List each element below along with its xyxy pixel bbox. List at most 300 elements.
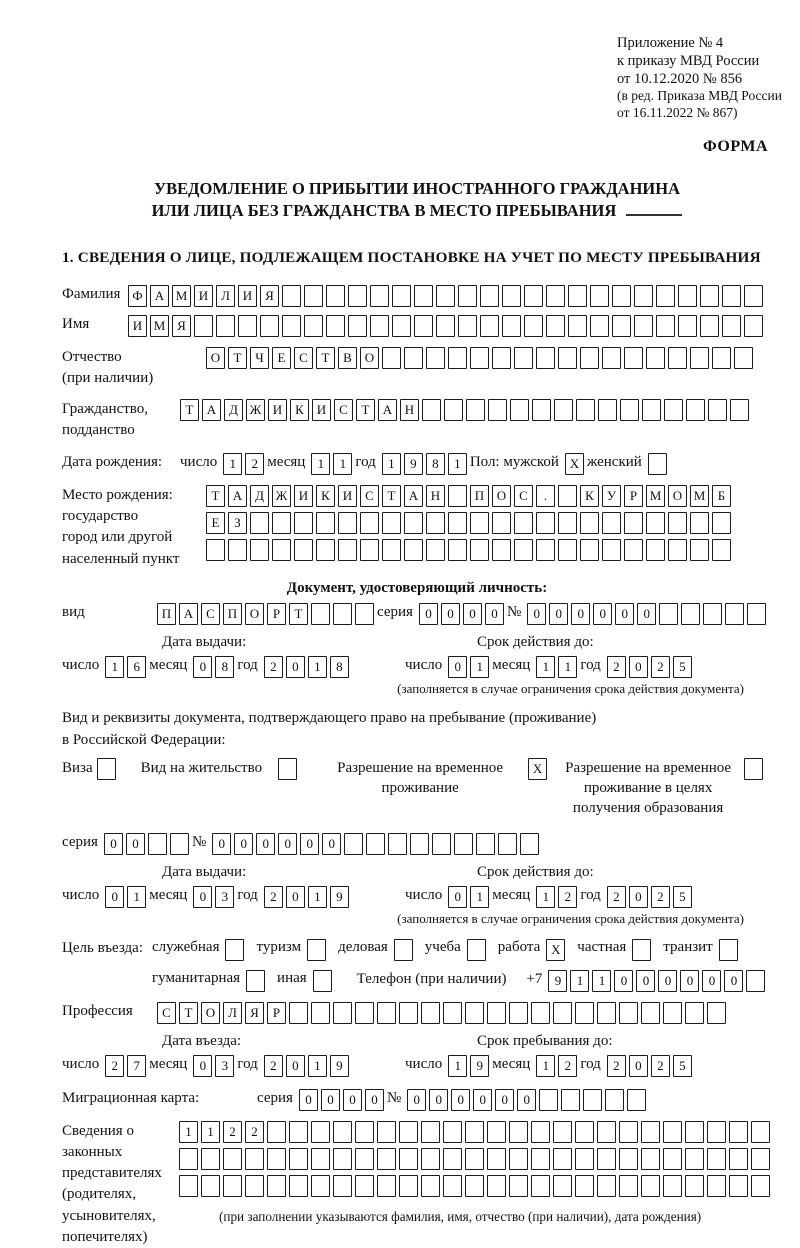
char-cell[interactable] — [454, 833, 473, 855]
char-cell[interactable] — [590, 285, 609, 307]
char-cell[interactable]: 1 — [448, 453, 467, 475]
char-cell[interactable] — [194, 315, 213, 337]
char-cell[interactable] — [554, 399, 573, 421]
char-cell[interactable] — [421, 1175, 440, 1197]
char-cell[interactable] — [722, 315, 741, 337]
char-cell[interactable]: 0 — [629, 1055, 648, 1077]
char-cell[interactable]: А — [150, 285, 169, 307]
char-cell[interactable] — [382, 512, 401, 534]
char-cell[interactable]: 1 — [223, 453, 242, 475]
char-cell[interactable] — [326, 285, 345, 307]
char-cell[interactable] — [509, 1148, 528, 1170]
char-cell[interactable] — [360, 512, 379, 534]
char-cell[interactable] — [355, 1148, 374, 1170]
char-cell[interactable] — [399, 1148, 418, 1170]
title-blank-underline[interactable] — [626, 201, 682, 216]
char-cell[interactable] — [480, 285, 499, 307]
char-cell[interactable]: Ф — [128, 285, 147, 307]
char-cell[interactable]: 2 — [651, 1055, 670, 1077]
char-cell[interactable]: К — [316, 485, 335, 507]
char-cell[interactable] — [492, 539, 511, 561]
char-cell[interactable] — [238, 315, 257, 337]
char-cell[interactable]: А — [202, 399, 221, 421]
char-cell[interactable]: Л — [216, 285, 235, 307]
char-cell[interactable]: 2 — [245, 453, 264, 475]
char-cell[interactable]: 1 — [470, 886, 489, 908]
char-cell[interactable]: 8 — [426, 453, 445, 475]
char-cell[interactable]: 2 — [245, 1121, 264, 1143]
char-cell[interactable]: С — [157, 1002, 176, 1024]
char-cell[interactable] — [624, 512, 643, 534]
char-cell[interactable]: 1 — [558, 656, 577, 678]
char-cell[interactable]: 0 — [321, 1089, 340, 1111]
char-cell[interactable] — [487, 1002, 506, 1024]
char-cell[interactable] — [392, 315, 411, 337]
char-cell[interactable]: 2 — [607, 656, 626, 678]
char-cell[interactable] — [663, 1148, 682, 1170]
char-cell[interactable]: 0 — [105, 886, 124, 908]
sex-male-checkbox[interactable]: X — [565, 453, 584, 475]
char-cell[interactable] — [708, 399, 727, 421]
char-cell[interactable]: 9 — [330, 1055, 349, 1077]
char-cell[interactable]: 0 — [448, 886, 467, 908]
char-cell[interactable]: 3 — [215, 886, 234, 908]
char-cell[interactable]: 0 — [286, 1055, 305, 1077]
char-cell[interactable]: Т — [206, 485, 225, 507]
char-cell[interactable]: 0 — [615, 603, 634, 625]
char-cell[interactable]: 2 — [607, 1055, 626, 1077]
char-cell[interactable] — [426, 347, 445, 369]
char-cell[interactable]: Н — [426, 485, 445, 507]
char-cell[interactable]: Д — [224, 399, 243, 421]
char-cell[interactable]: 0 — [212, 833, 231, 855]
char-cell[interactable]: 5 — [673, 886, 692, 908]
char-cell[interactable] — [524, 285, 543, 307]
char-cell[interactable]: В — [338, 347, 357, 369]
char-cell[interactable] — [338, 512, 357, 534]
char-cell[interactable] — [289, 1121, 308, 1143]
char-cell[interactable]: 0 — [193, 656, 212, 678]
char-cell[interactable]: Т — [356, 399, 375, 421]
char-cell[interactable]: 2 — [651, 656, 670, 678]
char-cell[interactable] — [382, 347, 401, 369]
char-cell[interactable]: 0 — [448, 656, 467, 678]
char-cell[interactable] — [722, 285, 741, 307]
char-cell[interactable] — [576, 399, 595, 421]
char-cell[interactable]: Т — [228, 347, 247, 369]
char-cell[interactable] — [422, 399, 441, 421]
char-cell[interactable] — [619, 1002, 638, 1024]
char-cell[interactable] — [223, 1148, 242, 1170]
char-cell[interactable]: П — [223, 603, 242, 625]
char-cell[interactable]: М — [150, 315, 169, 337]
char-cell[interactable] — [421, 1148, 440, 1170]
char-cell[interactable]: С — [360, 485, 379, 507]
char-cell[interactable]: 1 — [536, 886, 555, 908]
char-cell[interactable]: О — [206, 347, 225, 369]
char-cell[interactable] — [712, 512, 731, 534]
sex-female-checkbox[interactable] — [648, 453, 667, 475]
char-cell[interactable] — [355, 1121, 374, 1143]
char-cell[interactable] — [712, 347, 731, 369]
char-cell[interactable] — [355, 1175, 374, 1197]
char-cell[interactable] — [751, 1121, 770, 1143]
char-cell[interactable]: 2 — [264, 1055, 283, 1077]
char-cell[interactable]: 1 — [308, 1055, 327, 1077]
char-cell[interactable] — [333, 1002, 352, 1024]
char-cell[interactable]: Я — [172, 315, 191, 337]
char-cell[interactable] — [707, 1175, 726, 1197]
char-cell[interactable]: 1 — [311, 453, 330, 475]
char-cell[interactable]: 0 — [463, 603, 482, 625]
purpose-work-checkbox[interactable]: X — [546, 939, 565, 961]
char-cell[interactable] — [250, 512, 269, 534]
char-cell[interactable]: М — [690, 485, 709, 507]
char-cell[interactable]: Л — [223, 1002, 242, 1024]
char-cell[interactable] — [148, 833, 167, 855]
char-cell[interactable] — [228, 539, 247, 561]
residence-permit-checkbox[interactable] — [278, 758, 297, 780]
char-cell[interactable]: 2 — [264, 886, 283, 908]
char-cell[interactable] — [488, 399, 507, 421]
char-cell[interactable] — [597, 1175, 616, 1197]
char-cell[interactable]: 9 — [404, 453, 423, 475]
char-cell[interactable] — [531, 1148, 550, 1170]
char-cell[interactable] — [377, 1121, 396, 1143]
char-cell[interactable] — [656, 315, 675, 337]
char-cell[interactable] — [729, 1121, 748, 1143]
char-cell[interactable] — [509, 1121, 528, 1143]
char-cell[interactable] — [612, 315, 631, 337]
char-cell[interactable] — [641, 1148, 660, 1170]
purpose-study-checkbox[interactable] — [467, 939, 486, 961]
char-cell[interactable] — [366, 833, 385, 855]
char-cell[interactable] — [747, 603, 766, 625]
char-cell[interactable]: И — [294, 485, 313, 507]
char-cell[interactable]: 0 — [614, 970, 633, 992]
char-cell[interactable] — [333, 1121, 352, 1143]
char-cell[interactable] — [201, 1175, 220, 1197]
char-cell[interactable]: 0 — [343, 1089, 362, 1111]
char-cell[interactable] — [470, 539, 489, 561]
char-cell[interactable] — [619, 1121, 638, 1143]
char-cell[interactable]: 0 — [286, 886, 305, 908]
char-cell[interactable] — [619, 1175, 638, 1197]
char-cell[interactable]: 9 — [470, 1055, 489, 1077]
char-cell[interactable] — [668, 347, 687, 369]
char-cell[interactable]: 0 — [286, 656, 305, 678]
char-cell[interactable] — [641, 1175, 660, 1197]
char-cell[interactable] — [466, 399, 485, 421]
char-cell[interactable] — [558, 539, 577, 561]
char-cell[interactable] — [294, 539, 313, 561]
char-cell[interactable] — [355, 1002, 374, 1024]
purpose-humanitarian-checkbox[interactable] — [246, 970, 265, 992]
char-cell[interactable] — [546, 315, 565, 337]
char-cell[interactable] — [223, 1175, 242, 1197]
char-cell[interactable] — [170, 833, 189, 855]
char-cell[interactable]: Р — [267, 1002, 286, 1024]
char-cell[interactable] — [597, 1148, 616, 1170]
char-cell[interactable] — [668, 539, 687, 561]
char-cell[interactable] — [751, 1175, 770, 1197]
char-cell[interactable] — [746, 970, 765, 992]
char-cell[interactable]: . — [536, 485, 555, 507]
char-cell[interactable] — [597, 1002, 616, 1024]
char-cell[interactable]: Р — [267, 603, 286, 625]
char-cell[interactable]: 0 — [571, 603, 590, 625]
char-cell[interactable] — [502, 285, 521, 307]
char-cell[interactable] — [282, 285, 301, 307]
char-cell[interactable] — [553, 1121, 572, 1143]
char-cell[interactable] — [458, 285, 477, 307]
char-cell[interactable] — [663, 1002, 682, 1024]
char-cell[interactable] — [509, 1002, 528, 1024]
char-cell[interactable]: 1 — [105, 656, 124, 678]
char-cell[interactable]: 0 — [549, 603, 568, 625]
char-cell[interactable] — [326, 315, 345, 337]
char-cell[interactable]: 0 — [300, 833, 319, 855]
char-cell[interactable] — [734, 347, 753, 369]
char-cell[interactable]: С — [334, 399, 353, 421]
char-cell[interactable]: 9 — [548, 970, 567, 992]
char-cell[interactable]: 1 — [308, 886, 327, 908]
char-cell[interactable] — [524, 315, 543, 337]
char-cell[interactable] — [465, 1002, 484, 1024]
char-cell[interactable] — [624, 347, 643, 369]
visa-checkbox[interactable] — [97, 758, 116, 780]
char-cell[interactable] — [250, 539, 269, 561]
char-cell[interactable] — [681, 603, 700, 625]
char-cell[interactable] — [465, 1121, 484, 1143]
char-cell[interactable] — [377, 1148, 396, 1170]
char-cell[interactable] — [531, 1121, 550, 1143]
char-cell[interactable] — [685, 1121, 704, 1143]
char-cell[interactable]: Ж — [246, 399, 265, 421]
char-cell[interactable]: К — [580, 485, 599, 507]
char-cell[interactable] — [641, 1002, 660, 1024]
char-cell[interactable] — [690, 539, 709, 561]
char-cell[interactable]: А — [404, 485, 423, 507]
char-cell[interactable] — [539, 1089, 558, 1111]
char-cell[interactable] — [267, 1148, 286, 1170]
char-cell[interactable] — [487, 1175, 506, 1197]
char-cell[interactable]: П — [157, 603, 176, 625]
char-cell[interactable] — [729, 1148, 748, 1170]
char-cell[interactable] — [744, 315, 763, 337]
char-cell[interactable] — [575, 1002, 594, 1024]
char-cell[interactable]: 0 — [527, 603, 546, 625]
purpose-private-checkbox[interactable] — [632, 939, 651, 961]
char-cell[interactable]: Т — [179, 1002, 198, 1024]
char-cell[interactable] — [536, 347, 555, 369]
char-cell[interactable] — [348, 315, 367, 337]
char-cell[interactable] — [561, 1089, 580, 1111]
char-cell[interactable] — [311, 1148, 330, 1170]
char-cell[interactable]: 5 — [673, 656, 692, 678]
char-cell[interactable]: О — [492, 485, 511, 507]
purpose-tourism-checkbox[interactable] — [307, 939, 326, 961]
char-cell[interactable]: У — [602, 485, 621, 507]
char-cell[interactable] — [598, 399, 617, 421]
char-cell[interactable]: 1 — [570, 970, 589, 992]
char-cell[interactable] — [744, 285, 763, 307]
purpose-transit-checkbox[interactable] — [719, 939, 738, 961]
char-cell[interactable]: Д — [250, 485, 269, 507]
char-cell[interactable] — [725, 603, 744, 625]
char-cell[interactable] — [664, 399, 683, 421]
char-cell[interactable] — [580, 539, 599, 561]
char-cell[interactable]: 2 — [223, 1121, 242, 1143]
char-cell[interactable]: 0 — [322, 833, 341, 855]
char-cell[interactable]: И — [268, 399, 287, 421]
char-cell[interactable]: 2 — [558, 886, 577, 908]
char-cell[interactable]: 0 — [193, 886, 212, 908]
char-cell[interactable]: С — [201, 603, 220, 625]
char-cell[interactable] — [712, 539, 731, 561]
char-cell[interactable] — [575, 1121, 594, 1143]
char-cell[interactable] — [707, 1002, 726, 1024]
char-cell[interactable]: 2 — [105, 1055, 124, 1077]
char-cell[interactable]: 1 — [308, 656, 327, 678]
char-cell[interactable] — [382, 539, 401, 561]
char-cell[interactable] — [646, 347, 665, 369]
char-cell[interactable] — [656, 285, 675, 307]
char-cell[interactable] — [311, 1175, 330, 1197]
char-cell[interactable]: З — [228, 512, 247, 534]
char-cell[interactable] — [311, 1002, 330, 1024]
char-cell[interactable] — [289, 1002, 308, 1024]
char-cell[interactable]: Т — [180, 399, 199, 421]
char-cell[interactable]: О — [360, 347, 379, 369]
char-cell[interactable] — [536, 512, 555, 534]
char-cell[interactable]: И — [194, 285, 213, 307]
char-cell[interactable] — [245, 1148, 264, 1170]
char-cell[interactable] — [421, 1002, 440, 1024]
char-cell[interactable] — [201, 1148, 220, 1170]
char-cell[interactable] — [404, 539, 423, 561]
char-cell[interactable]: 1 — [470, 656, 489, 678]
char-cell[interactable]: 1 — [592, 970, 611, 992]
char-cell[interactable] — [311, 603, 330, 625]
char-cell[interactable]: К — [290, 399, 309, 421]
char-cell[interactable]: 6 — [127, 656, 146, 678]
char-cell[interactable] — [729, 1175, 748, 1197]
char-cell[interactable] — [663, 1121, 682, 1143]
char-cell[interactable] — [707, 1148, 726, 1170]
char-cell[interactable] — [316, 539, 335, 561]
char-cell[interactable]: А — [378, 399, 397, 421]
char-cell[interactable]: 0 — [485, 603, 504, 625]
char-cell[interactable]: 0 — [278, 833, 297, 855]
char-cell[interactable]: 1 — [536, 1055, 555, 1077]
char-cell[interactable]: 0 — [451, 1089, 470, 1111]
char-cell[interactable]: И — [312, 399, 331, 421]
edu-residence-checkbox[interactable] — [744, 758, 763, 780]
char-cell[interactable] — [583, 1089, 602, 1111]
purpose-other-checkbox[interactable] — [313, 970, 332, 992]
char-cell[interactable]: М — [172, 285, 191, 307]
char-cell[interactable] — [443, 1175, 462, 1197]
char-cell[interactable] — [553, 1002, 572, 1024]
char-cell[interactable]: И — [128, 315, 147, 337]
char-cell[interactable]: С — [514, 485, 533, 507]
char-cell[interactable] — [646, 539, 665, 561]
char-cell[interactable]: С — [294, 347, 313, 369]
char-cell[interactable] — [316, 512, 335, 534]
temp-residence-checkbox[interactable]: X — [528, 758, 547, 780]
char-cell[interactable] — [605, 1089, 624, 1111]
char-cell[interactable] — [399, 1121, 418, 1143]
char-cell[interactable] — [514, 539, 533, 561]
char-cell[interactable]: И — [238, 285, 257, 307]
char-cell[interactable]: 2 — [264, 656, 283, 678]
char-cell[interactable] — [448, 485, 467, 507]
char-cell[interactable]: П — [470, 485, 489, 507]
char-cell[interactable] — [590, 315, 609, 337]
char-cell[interactable] — [553, 1148, 572, 1170]
char-cell[interactable]: 0 — [636, 970, 655, 992]
char-cell[interactable] — [690, 512, 709, 534]
char-cell[interactable] — [641, 1121, 660, 1143]
char-cell[interactable]: 0 — [517, 1089, 536, 1111]
char-cell[interactable]: 0 — [193, 1055, 212, 1077]
char-cell[interactable] — [602, 539, 621, 561]
char-cell[interactable]: Е — [272, 347, 291, 369]
char-cell[interactable] — [216, 315, 235, 337]
char-cell[interactable] — [289, 1148, 308, 1170]
char-cell[interactable]: 1 — [448, 1055, 467, 1077]
char-cell[interactable] — [304, 315, 323, 337]
char-cell[interactable] — [685, 1175, 704, 1197]
char-cell[interactable] — [602, 347, 621, 369]
char-cell[interactable] — [678, 285, 697, 307]
char-cell[interactable]: Н — [400, 399, 419, 421]
char-cell[interactable]: Т — [316, 347, 335, 369]
char-cell[interactable] — [558, 512, 577, 534]
char-cell[interactable] — [470, 347, 489, 369]
char-cell[interactable]: А — [228, 485, 247, 507]
char-cell[interactable] — [338, 539, 357, 561]
char-cell[interactable]: 0 — [234, 833, 253, 855]
char-cell[interactable] — [580, 512, 599, 534]
char-cell[interactable]: 0 — [658, 970, 677, 992]
char-cell[interactable] — [575, 1175, 594, 1197]
char-cell[interactable]: 0 — [256, 833, 275, 855]
char-cell[interactable] — [272, 512, 291, 534]
char-cell[interactable] — [520, 833, 539, 855]
char-cell[interactable]: 0 — [407, 1089, 426, 1111]
char-cell[interactable] — [531, 1002, 550, 1024]
char-cell[interactable] — [546, 285, 565, 307]
char-cell[interactable] — [179, 1148, 198, 1170]
char-cell[interactable] — [532, 399, 551, 421]
char-cell[interactable] — [620, 399, 639, 421]
char-cell[interactable] — [436, 285, 455, 307]
char-cell[interactable] — [443, 1148, 462, 1170]
char-cell[interactable] — [568, 285, 587, 307]
char-cell[interactable] — [612, 285, 631, 307]
char-cell[interactable] — [443, 1121, 462, 1143]
char-cell[interactable]: 8 — [215, 656, 234, 678]
char-cell[interactable]: 1 — [179, 1121, 198, 1143]
char-cell[interactable] — [498, 833, 517, 855]
char-cell[interactable] — [245, 1175, 264, 1197]
char-cell[interactable] — [370, 315, 389, 337]
char-cell[interactable] — [377, 1175, 396, 1197]
char-cell[interactable] — [448, 512, 467, 534]
char-cell[interactable]: 0 — [365, 1089, 384, 1111]
